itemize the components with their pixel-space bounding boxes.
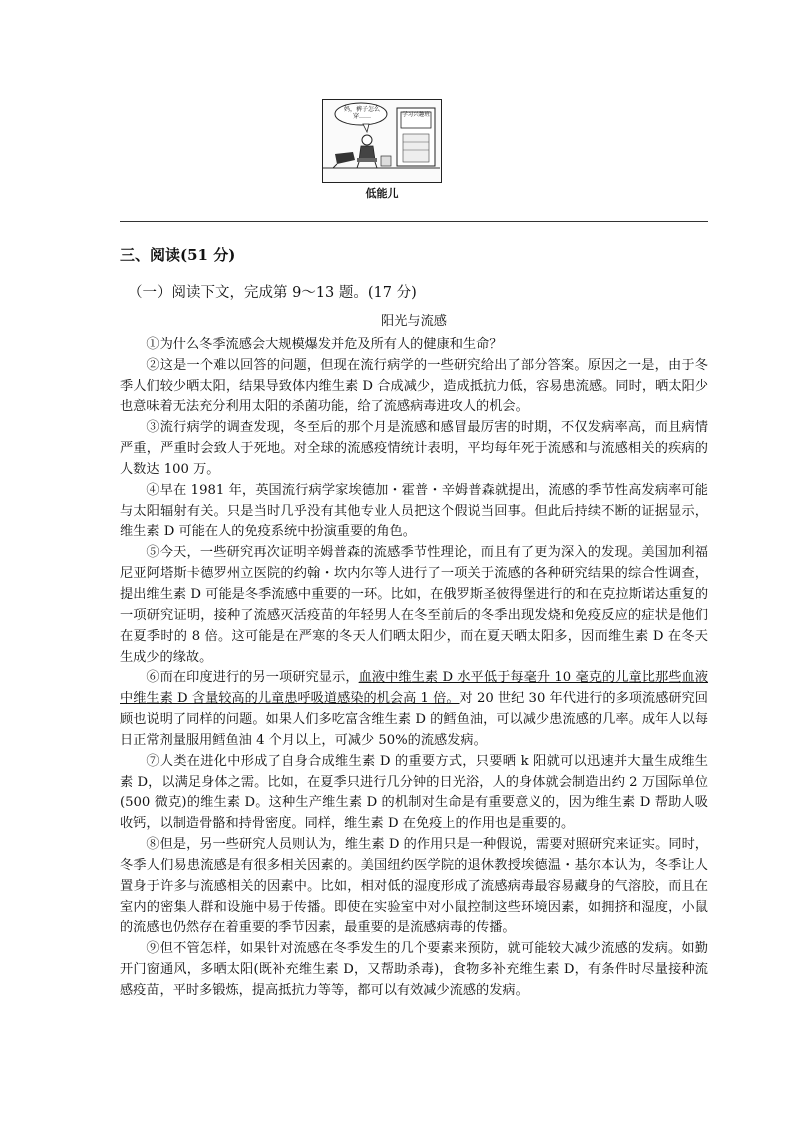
paragraph-6 bbox=[120, 668, 708, 751]
speech-bubble-text: 妈，裤子怎么穿…… bbox=[343, 106, 380, 120]
paragraph-9: ⑨但不管怎样，如果针对流感在冬季发生的几个要素来预防，就可能较大减少流感的发病。如勤开门窗通风，多晒太阳(既补充维生素 D，又帮助杀毒)，食物多补充维生素 D，有条件时尽量接种流感疫苗，平时多锻炼，提高抵抗力等等，都可以有效减少流感的发病。 bbox=[120, 941, 708, 998]
divider-line bbox=[120, 221, 708, 222]
paragraph-8: ⑧但是，另一些研究人员则认为，维生素 D 的作用只是一种假说，需要对照研究来证实。同时，冬季人们易患流感是有很多相关因素的。美国纽约医学院的退休教授埃德温・基尔本认为，冬季让人置身于许多与流感相关的因素中。比如，相对低的湿度形成了流感病毒最容易藏身的气溶胶，而且在室内的密集人群和设施中易于传播。即使在实验室中对小鼠控制这些环境因素，如拥挤和湿度，小鼠的流感也仍然存在着重要的季节因素，最重要的是流感病毒的传播。 bbox=[120, 837, 708, 936]
article-title: 阳光与流感 bbox=[381, 314, 447, 329]
paragraph-7: ⑦人类在进化中形成了自身合成维生素 D 的重要方式，只要晒 k 阳就可以迅速并大量生成维生素 D，以满足身体之需。比如，在夏季只进行几分钟的日光浴，人的身体就会制造出约 2 万国际单位(500 微克)的维生素 D。这种生产维生素 D 的机制对生命是有重要意义的，因为维生素 D 帮助人吸收钙，以制造骨骼和持骨密度。同样，维生素 D 在免疫上的作用也是重要的。 bbox=[120, 753, 708, 832]
underlined-sentence: 血液中维生素 D 水平低于每毫升 10 毫克的儿童比那些血液中维生素 D 含量较高的儿童患呼吸道感染的机会高 1 倍。 bbox=[120, 670, 709, 707]
paragraph-2: ②这是一个难以回答的问题，但现在流行病学的一些研究给出了部分答案。原因之一是，由于冬季人们较少晒太阳，结果导致体内维生素 D 合成减少，造成抵抗力低，容易患流感。同时，晒太阳少也意味着无法充分利用太阳的杀菌功能，给了流感病毒进攻人的机会。 bbox=[120, 357, 708, 415]
paragraph-1: ①为什么冬季流感会大规模爆发并危及所有人的健康和生命？ bbox=[146, 336, 503, 352]
paragraph-3: ③流行病学的调查发现，冬至后的那个月是流感和感冒最厉害的时期，不仅发病率高，而且病情严重，严重时会致人于死地。对全球的流感疫情统计表明，平均每年死于流感和与流感相关的疾病的人数达 100 万。 bbox=[120, 420, 708, 477]
cartoon-caption: 低能儿 bbox=[365, 187, 399, 200]
section-title: 三、阅读(51 分) bbox=[120, 246, 236, 264]
cartoon-figure bbox=[322, 99, 442, 201]
paragraph-4: ④早在 1981 年，英国流行病学家埃德加・霍普・辛姆普森就提出，流感的季节性高发病率可能与太阳辐射有关。只是当时几乎没有其他专业人员把这个假说当回事。但此后持续不断的证据显示，维生素 D 可能在人的免疫系统中扮演重要的角色。 bbox=[120, 482, 708, 540]
paragraph-5: ⑤今天，一些研究再次证明辛姆普森的流感季节性理论，而且有了更为深入的发现。美国加利福尼亚阿塔斯卡德罗州立医院的约翰・坎内尔等人进行了一项关于流感的各种研究结果的综合性调查，提出维生素 D 可能是冬季流感中重要的一环。比如，在俄罗斯圣彼得堡进行的和在克拉斯诺达重复的一项研究证明，接种了流感灭活疫苗的年轻男人在冬至前后的冬季出现发烧和免疫反应的症状是他们在夏季时的 8 倍。这可能是在严寒的冬天人们晒太阳少，而在夏天晒太阳多，因而维生素 D 在冬天生成少的缘故。 bbox=[120, 545, 708, 665]
article bbox=[120, 312, 708, 1002]
paragraph-6-intro: ⑥而在印度进行的另一项研究显示， bbox=[146, 670, 359, 686]
section-subtitle: （一）阅读下文，完成第 9～13 题。(17 分) bbox=[128, 285, 417, 301]
cartoon-image bbox=[322, 99, 442, 183]
sign-text: 学习兴趣班 bbox=[402, 112, 430, 118]
paragraph-6-rest: 对 20 世纪 30 年代进行的多项流感研究回顾也说明了同样的问题。如果人们多吃富含维生素 D 的鳕鱼油，可以减少患流感的几率。成年人以每日正常剂量服用鳕鱼油 4 个月以上，可减少 50%的流感发病。 bbox=[120, 691, 708, 748]
